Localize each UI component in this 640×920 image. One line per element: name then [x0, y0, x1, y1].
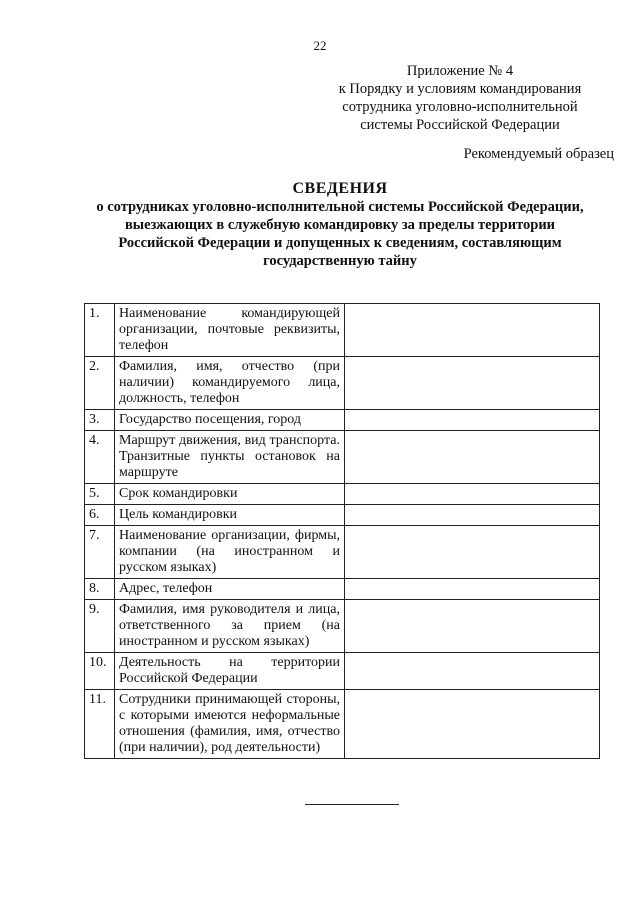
row-label: Наименование командирующей организации, почтовые реквизиты, телефон — [115, 304, 345, 357]
row-number: 9. — [85, 600, 115, 653]
appendix-header — [300, 62, 620, 134]
row-value-field[interactable] — [345, 653, 600, 690]
row-number: 3. — [85, 410, 115, 431]
table-row — [85, 600, 600, 653]
row-number: 2. — [85, 357, 115, 410]
row-label: Срок командировки — [115, 484, 345, 505]
subtitle-line-1: о сотрудниках уголовно-исполнительной системы Российской Федерации, — [96, 199, 584, 215]
row-value-field[interactable] — [345, 304, 600, 357]
table-row — [85, 357, 600, 410]
row-value-field[interactable] — [345, 690, 600, 759]
row-label: Наименование организации, фирмы, компании (на иностранном и русском языках) — [115, 526, 345, 579]
row-value-field[interactable] — [345, 579, 600, 600]
document-title: СВЕДЕНИЯ — [292, 180, 388, 197]
row-label: Сотрудники принимающей стороны, с которыми имеются неформальные отношения (фамилия, имя, отчество (при наличии), род деятельности) — [115, 690, 345, 759]
row-number: 1. — [85, 304, 115, 357]
row-value-field[interactable] — [345, 600, 600, 653]
sample-note: Рекомендуемый образец — [463, 146, 614, 162]
table-row — [85, 410, 600, 431]
table-row — [85, 579, 600, 600]
appendix-line-2: к Порядку и условиям командирования — [338, 81, 582, 97]
subtitle-line-2: выезжающих в служебную командировку за пределы территории — [124, 217, 556, 233]
row-number: 11. — [85, 690, 115, 759]
row-number: 10. — [85, 653, 115, 690]
row-label: Государство посещения, город — [115, 410, 345, 431]
appendix-line-4: системы Российской Федерации — [360, 117, 560, 133]
row-label: Адрес, телефон — [115, 579, 345, 600]
row-value-field[interactable] — [345, 357, 600, 410]
table-row — [85, 653, 600, 690]
row-value-field[interactable] — [345, 484, 600, 505]
row-number: 4. — [85, 431, 115, 484]
subtitle-line-3: Российской Федерации и допущенных к сведениям, составляющим — [118, 235, 562, 251]
row-label: Фамилия, имя, отчество (при наличии) командируемого лица, должность, телефон — [115, 357, 345, 410]
table-row — [85, 484, 600, 505]
row-value-field[interactable] — [345, 526, 600, 579]
row-label: Деятельность на территории Российской Федерации — [115, 653, 345, 690]
table-row — [85, 431, 600, 484]
table-row — [85, 505, 600, 526]
row-number: 7. — [85, 526, 115, 579]
page-number: 22 — [313, 38, 327, 53]
row-label: Цель командировки — [115, 505, 345, 526]
footer-divider — [305, 804, 399, 805]
row-number: 5. — [85, 484, 115, 505]
table-row — [85, 690, 600, 759]
appendix-line-1: Приложение № 4 — [406, 63, 514, 79]
table-row — [85, 304, 600, 357]
appendix-line-3: сотрудника уголовно-исполнительной — [342, 99, 578, 115]
row-value-field[interactable] — [345, 431, 600, 484]
row-label: Фамилия, имя руководителя и лица, ответственного за прием (на иностранном и русском языках) — [115, 600, 345, 653]
subtitle-line-4: государственную тайну — [263, 253, 417, 269]
table-row — [85, 526, 600, 579]
row-value-field[interactable] — [345, 505, 600, 526]
row-number: 8. — [85, 579, 115, 600]
row-value-field[interactable] — [345, 410, 600, 431]
row-label: Маршрут движения, вид транспорта. Транзитные пункты остановок на маршруте — [115, 431, 345, 484]
document-subtitle — [60, 198, 620, 270]
row-number: 6. — [85, 505, 115, 526]
info-form-table — [84, 303, 600, 759]
